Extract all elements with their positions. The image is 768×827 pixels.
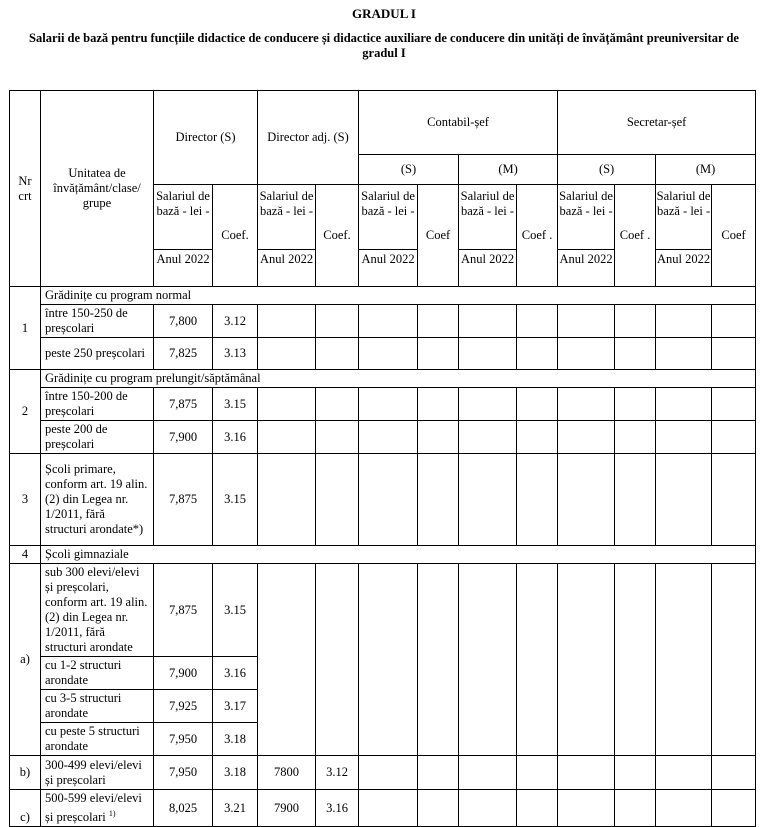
- header-secretar-m-salariul: [656, 185, 712, 287]
- adj-salary-cell: 7800: [258, 756, 316, 790]
- salary-cell: 7,900: [154, 421, 213, 454]
- salariul-label: Salariul de bază - lei -: [156, 189, 210, 218]
- salary-cell: 7,900: [154, 657, 213, 690]
- category-label: Grădinițe cu program prelungit/săptămânal: [41, 370, 756, 388]
- header-adj-salariul: [258, 185, 316, 287]
- unit-cell: sub 300 elevi/elevi și preșcolari, conform art. 19 alin. (2) din Legea nr. 1/2011, fără structuri arondate: [41, 564, 154, 657]
- salariul-label: Salariul de bază - lei -: [559, 189, 613, 218]
- table-row: [10, 421, 756, 454]
- row-nr: 2: [10, 370, 41, 454]
- header-secretar-s-salariul: [558, 185, 615, 287]
- salariul-label: Salariul de bază - lei -: [361, 189, 415, 218]
- coef-cell: 3.15: [213, 388, 258, 421]
- coef-cell: 3.15: [213, 454, 258, 546]
- table-row: [10, 305, 756, 338]
- salary-cell: 7,925: [154, 690, 213, 723]
- header-contabil-s-salariul: [359, 185, 418, 287]
- salary-cell: 7,950: [154, 756, 213, 790]
- coef-cell: 3.18: [213, 723, 258, 756]
- table-row: [10, 756, 756, 790]
- row-nr: 3: [10, 454, 41, 546]
- table-row: [10, 454, 756, 546]
- header-secretar-m-coef: Coef: [712, 185, 756, 287]
- anul-label: Anul 2022: [558, 249, 614, 286]
- footnote-marker: 1): [108, 809, 116, 818]
- salary-table: [9, 90, 756, 827]
- row-nr: c): [10, 790, 41, 827]
- header-nr: Nr crt: [10, 91, 41, 287]
- unit-cell: cu peste 5 structuri arondate: [41, 723, 154, 756]
- page-subtitle: Salarii de bază pentru funcțiile didactice de conducere și didactice auxiliare de conducere din unități de învățământ preuniversitar de gradul I: [29, 31, 739, 60]
- header-director-coef: Coef.: [213, 185, 258, 287]
- anul-label: Anul 2022: [656, 249, 711, 286]
- row-nr: a): [10, 564, 41, 756]
- salary-cell: 7,875: [154, 388, 213, 421]
- coef-cell: 3.21: [213, 790, 258, 827]
- header-contabil-m-salariul: [459, 185, 517, 287]
- table-row: [10, 564, 756, 657]
- category-label: Școli gimnaziale: [41, 546, 756, 564]
- unit-cell: între 150-250 de preșcolari: [41, 305, 154, 338]
- adj-coef-cell: 3.16: [316, 790, 359, 827]
- salary-cell: 7,950: [154, 723, 213, 756]
- coef-cell: 3.18: [213, 756, 258, 790]
- salariul-label: Salariul de bază - lei -: [656, 189, 711, 218]
- row-nr: 1: [10, 287, 41, 370]
- table-row: [10, 370, 756, 388]
- table-row: [10, 287, 756, 305]
- anul-label: Anul 2022: [154, 249, 212, 286]
- unit-text: 500-599 elevi/elevi și preșcolari: [45, 791, 142, 825]
- coef-cell: 3.12: [213, 305, 258, 338]
- unit-cell: cu 1-2 structuri arondate: [41, 657, 154, 690]
- header-secretar-m: (M): [656, 155, 756, 185]
- row-nr: b): [10, 756, 41, 790]
- header-contabil-s: (S): [359, 155, 459, 185]
- category-label: Grădinițe cu program normal: [41, 287, 756, 305]
- header-secretar-s: (S): [558, 155, 656, 185]
- salary-cell: 7,875: [154, 564, 213, 657]
- unit-cell: [41, 790, 154, 827]
- header-unit: Unitatea de învățământ/clase/ grupe: [41, 91, 154, 287]
- header-row: [10, 91, 756, 155]
- coef-cell: 3.17: [213, 690, 258, 723]
- coef-cell: 3.16: [213, 421, 258, 454]
- anul-label: Anul 2022: [359, 249, 417, 286]
- header-director-adj: Director adj. (S): [258, 91, 359, 185]
- coef-cell: 3.13: [213, 338, 258, 370]
- table-row: [10, 546, 756, 564]
- coef-cell: 3.15: [213, 564, 258, 657]
- salary-cell: 7,825: [154, 338, 213, 370]
- unit-cell: peste 250 preșcolari: [41, 338, 154, 370]
- header-director-salariul: [154, 185, 213, 287]
- table-row: [10, 388, 756, 421]
- salariul-label: Salariul de bază - lei -: [259, 189, 314, 218]
- table-row: [10, 790, 756, 827]
- salary-cell: 8,025: [154, 790, 213, 827]
- header-contabil-m-coef: Coef .: [517, 185, 558, 287]
- unit-cell: cu 3-5 structuri arondate: [41, 690, 154, 723]
- header-contabil: Contabil-șef: [359, 91, 558, 155]
- header-contabil-m: (M): [459, 155, 558, 185]
- anul-label: Anul 2022: [258, 249, 315, 286]
- page-title: GRADUL I: [352, 6, 416, 21]
- coef-cell: 3.16: [213, 657, 258, 690]
- header-contabil-s-coef: Coef: [418, 185, 459, 287]
- unit-cell: Școli primare, conform art. 19 alin. (2) din Legea nr. 1/2011, fără structuri arondate*): [41, 454, 154, 546]
- header-director: Director (S): [154, 91, 258, 185]
- salary-cell: 7,800: [154, 305, 213, 338]
- unit-cell: peste 200 de preșcolari: [41, 421, 154, 454]
- salariul-label: Salariul de bază - lei -: [460, 189, 515, 218]
- header-secretar-s-coef: Coef .: [615, 185, 656, 287]
- unit-cell: între 150-200 de preșcolari: [41, 388, 154, 421]
- header-adj-coef: Coef.: [316, 185, 359, 287]
- anul-label: Anul 2022: [459, 249, 516, 286]
- unit-cell: 300-499 elevi/elevi și preșcolari: [41, 756, 154, 790]
- row-nr: 4: [10, 546, 41, 564]
- adj-coef-cell: 3.12: [316, 756, 359, 790]
- adj-salary-cell: 7900: [258, 790, 316, 827]
- table-row: [10, 338, 756, 370]
- salary-cell: 7,875: [154, 454, 213, 546]
- header-secretar: Secretar-șef: [558, 91, 756, 155]
